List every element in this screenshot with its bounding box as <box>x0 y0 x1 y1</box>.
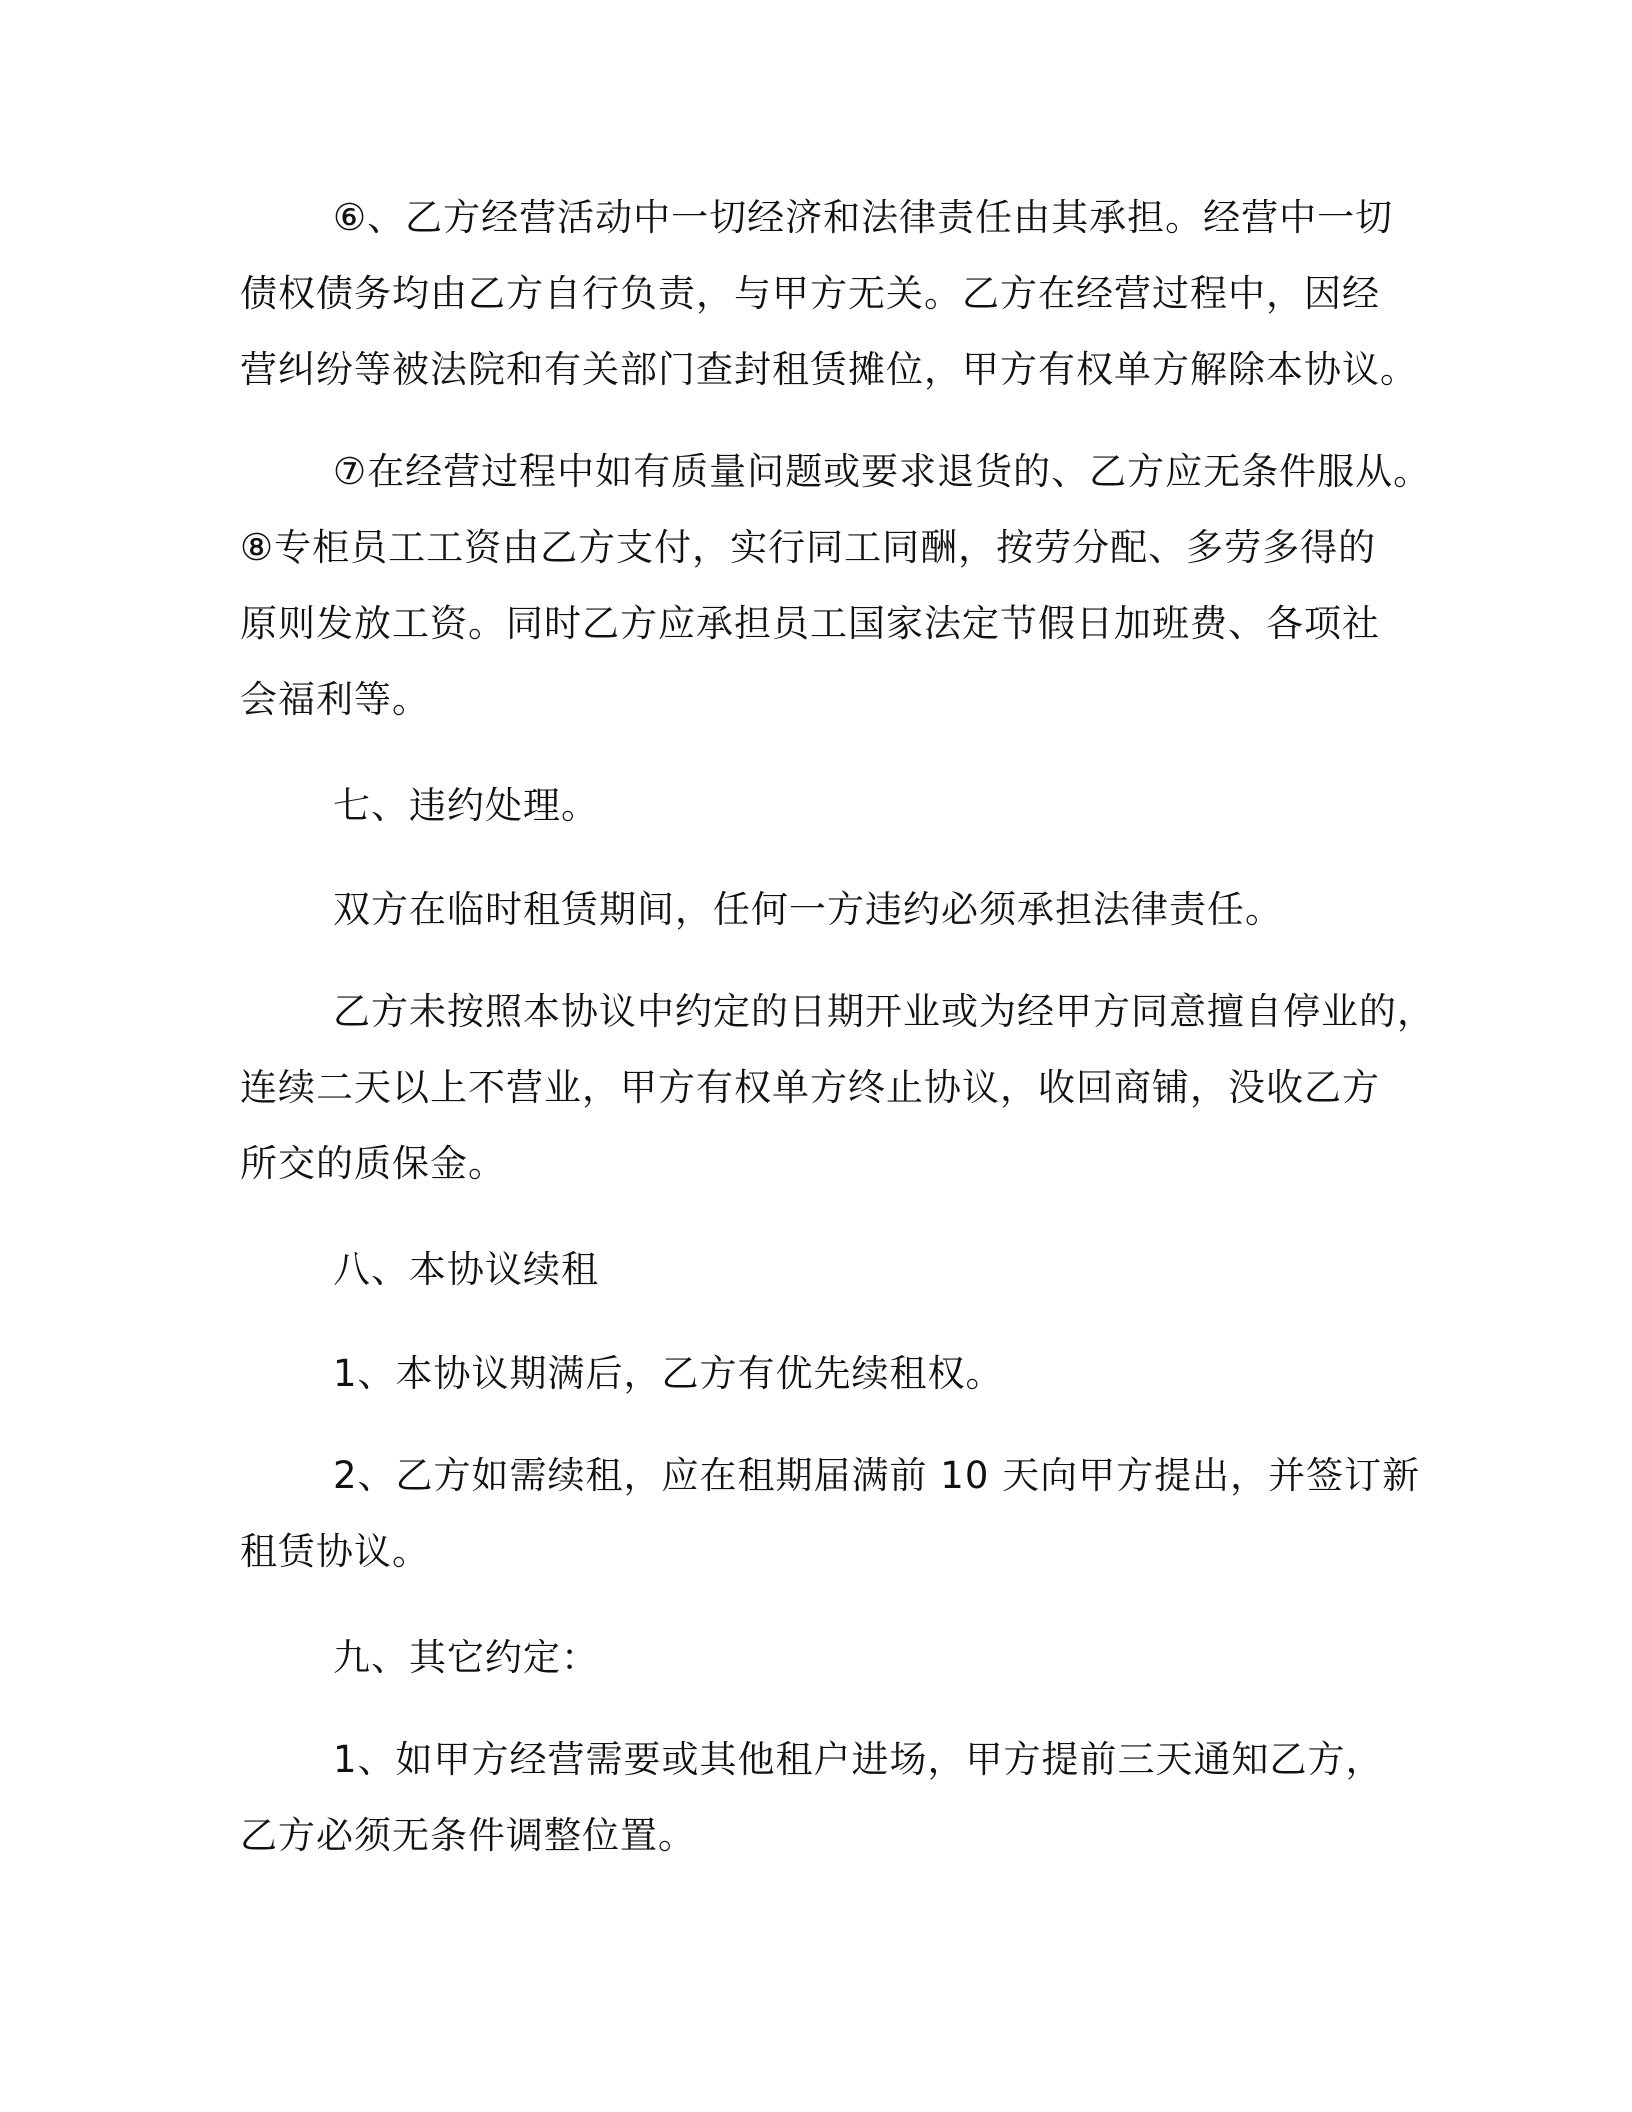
paragraph-7-line: ⑦在经营过程中如有质量问题或要求退货的、乙方应无条件服从。 <box>333 450 1432 493</box>
renewal-item-1: 1、本协议期满后，乙方有优先续租权。 <box>333 1352 1004 1395</box>
breach-paragraph-2-line-2: 连续二天以上不营业，甲方有权单方终止协议，收回商铺，没收乙方 <box>240 1066 1380 1109</box>
other-item-1-line-2: 乙方必须无条件调整位置。 <box>240 1814 696 1857</box>
breach-paragraph-1: 双方在临时租赁期间，任何一方违约必须承担法律责任。 <box>333 888 1283 931</box>
renewal-item-2-line-2: 租赁协议。 <box>240 1530 430 1573</box>
other-item-1-line-1: 1、如甲方经营需要或其他租户进场，甲方提前三天通知乙方， <box>333 1738 1384 1781</box>
section-heading-renewal: 八、本协议续租 <box>333 1248 599 1291</box>
paragraph-8-line-2: 原则发放工资。同时乙方应承担员工国家法定节假日加班费、各项社 <box>240 602 1380 645</box>
paragraph-6-line-2: 债权债务均由乙方自行负责，与甲方无关。乙方在经营过程中，因经 <box>240 272 1380 315</box>
paragraph-8-line-3: 会福利等。 <box>240 678 430 721</box>
paragraph-6-line-1: ⑥、乙方经营活动中一切经济和法律责任由其承担。经营中一切 <box>333 196 1394 239</box>
renewal-item-2-line-1: 2、乙方如需续租，应在租期届满前 10 天向甲方提出，并签订新 <box>333 1454 1421 1497</box>
section-heading-breach: 七、违约处理。 <box>333 784 599 827</box>
paragraph-8-line-1: ⑧专柜员工工资由乙方支付，实行同工同酬，按劳分配、多劳多得的 <box>240 526 1377 569</box>
section-heading-other: 九、其它约定： <box>333 1636 599 1679</box>
breach-paragraph-2-line-1: 乙方未按照本协议中约定的日期开业或为经甲方同意擅自停业的， <box>333 990 1435 1033</box>
breach-paragraph-2-line-3: 所交的质保金。 <box>240 1142 506 1185</box>
paragraph-6-line-3: 营纠纷等被法院和有关部门查封租赁摊位，甲方有权单方解除本协议。 <box>240 348 1418 391</box>
